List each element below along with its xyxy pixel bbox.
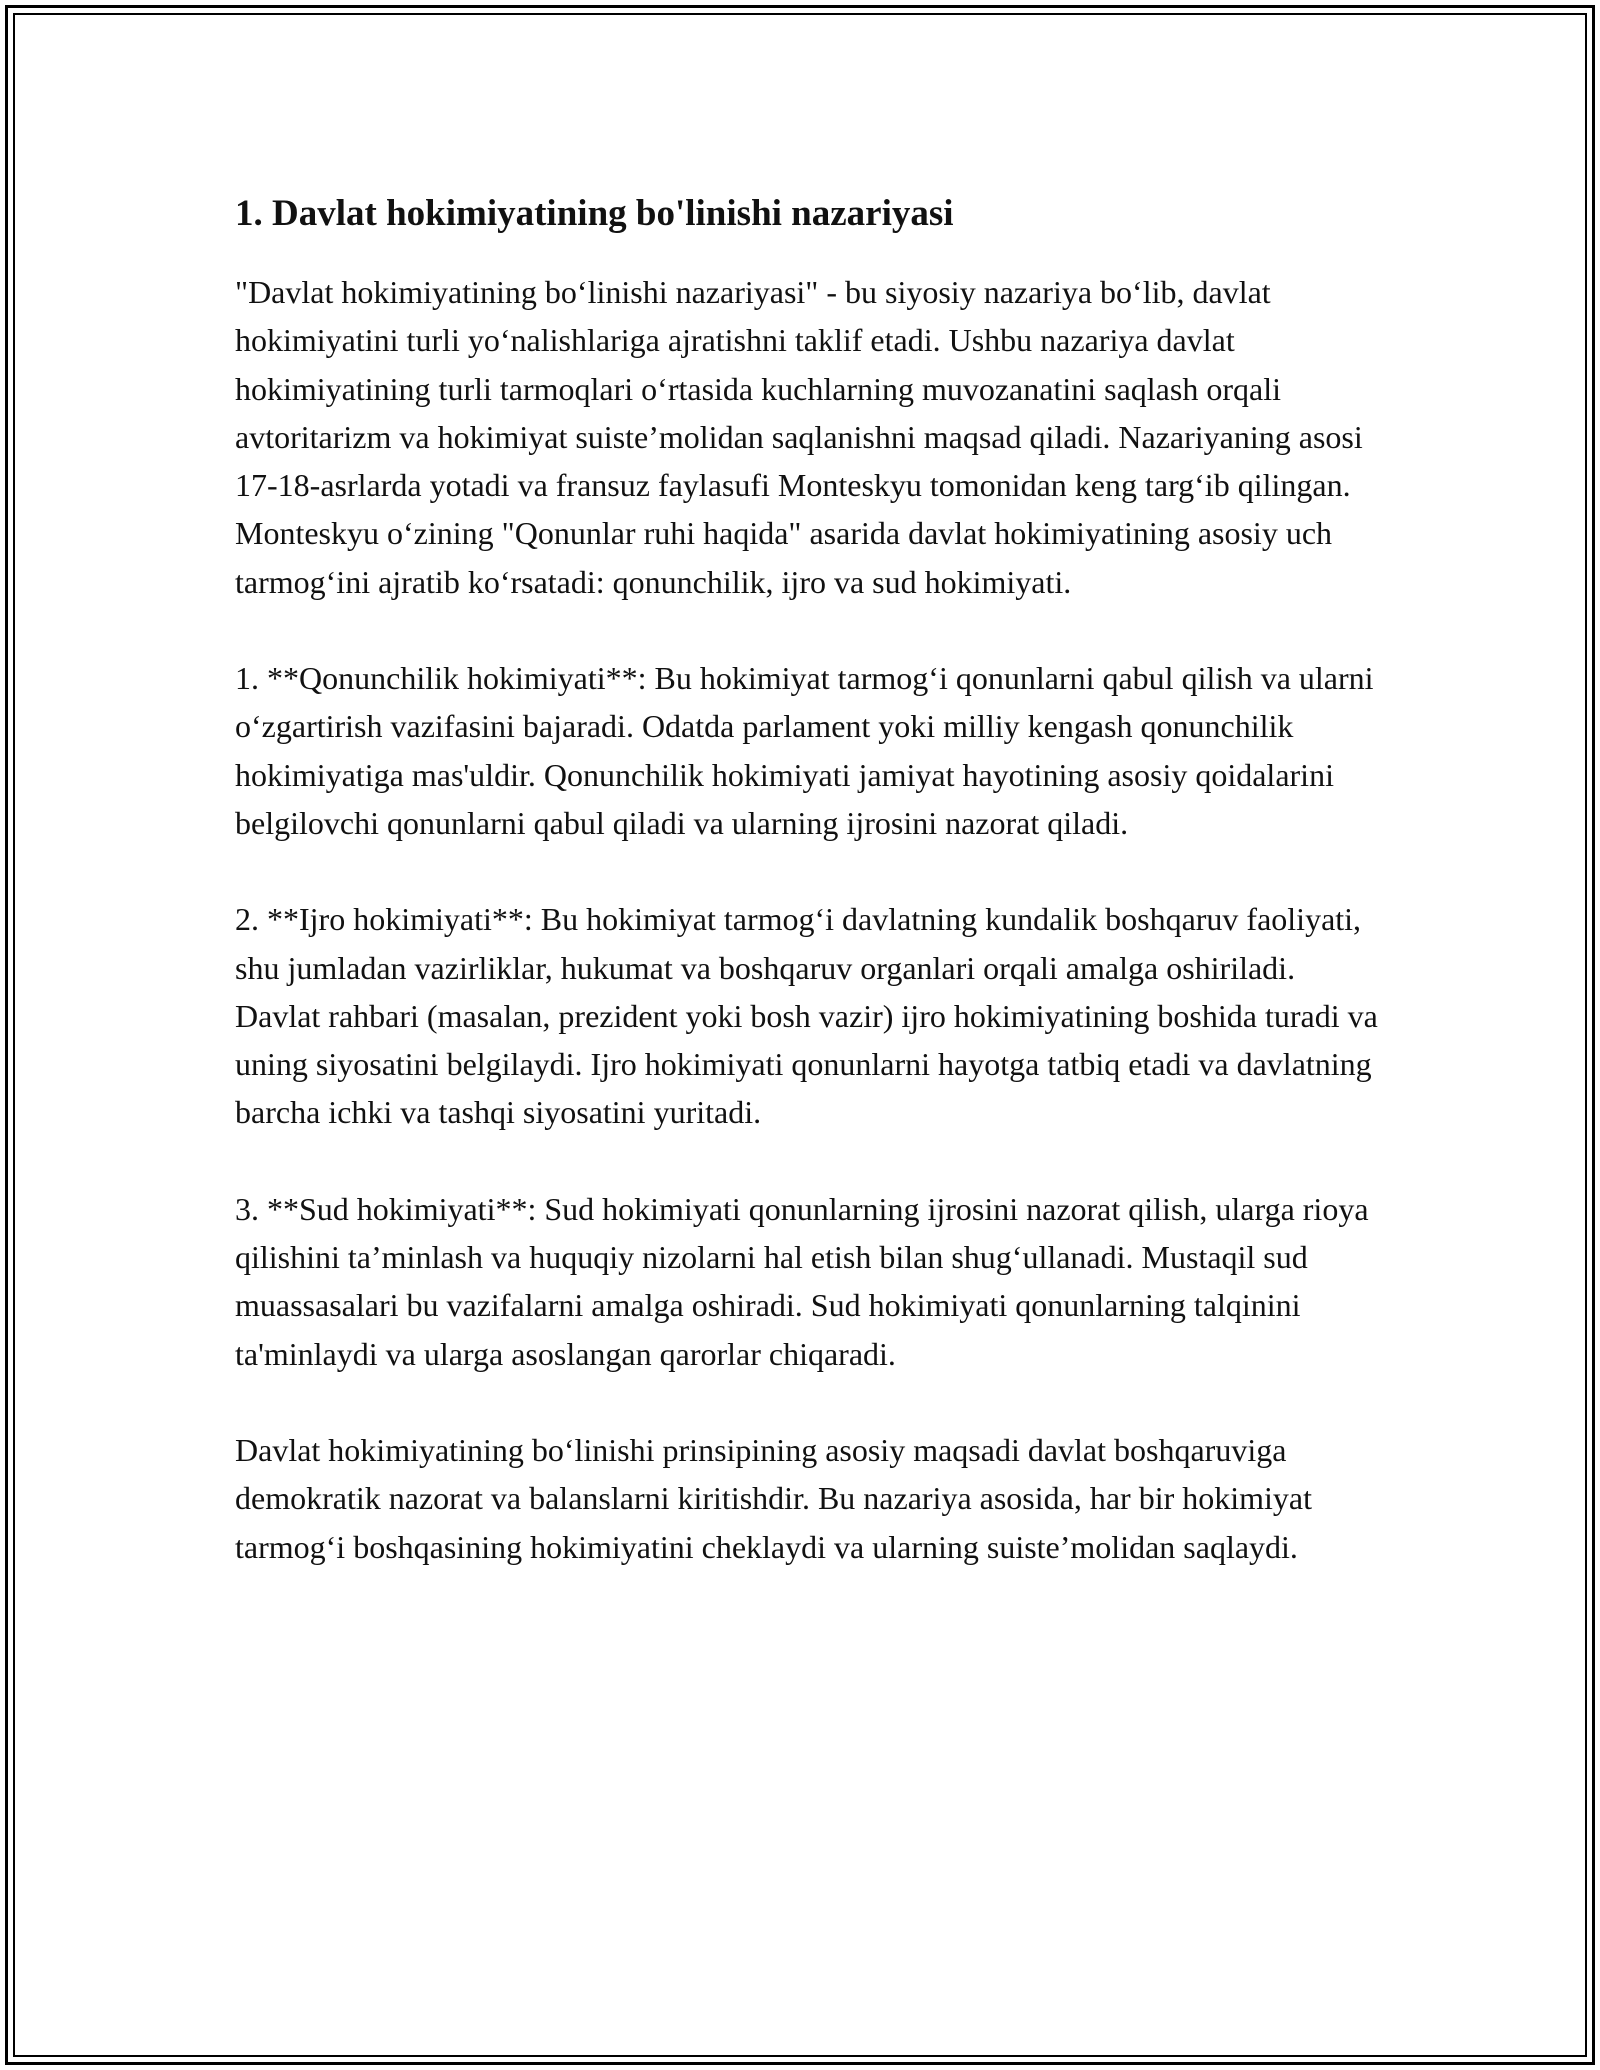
document-title: 1. Davlat hokimiyatining bo'linishi nazariyasi	[235, 193, 954, 234]
paragraph-conclusion: Davlat hokimiyatining bo‘linishi prinsipining asosiy maqsadi davlat boshqaruviga demokratik nazorat va balanslarni kiritishdir. Bu nazariya asosida, har bir hokimiyat tarmog‘i boshqasining hokimiyatini cheklaydi va ularning suiste’molidan saqlaydi.	[235, 1431, 1313, 1565]
paragraph-legislative: 1. **Qonunchilik hokimiyati**: Bu hokimiyat tarmog‘i qonunlarni qabul qilish va ularni o‘zgartirish vazifasini bajaradi. Odatda parlament yoki milliy kengash qonunchilik hokimiyatiga mas'uldir. Qonunchilik hokimiyati jamiyat hayotining asosiy qoidalarini belgilovchi qonunlarni qabul qiladi va ularning ijrosini nazorat qiladi.	[235, 660, 1374, 841]
paragraph-executive: 2. **Ijro hokimiyati**: Bu hokimiyat tarmog‘i davlatning kundalik boshqaruv faoliyati, shu jumladan vazirliklar, hukumat va boshqaruv organlari orqali amalga oshiriladi. Davlat rahbari (masalan, prezident yoki bosh vazir) ijro hokimiyatining boshida turadi va uning siyosatini belgilaydi. Ijro hokimiyati qonunlarni hayotga tatbiq etadi va davlatning barcha ichki va tashqi siyosatini yuritadi.	[235, 901, 1378, 1131]
paragraph-judicial: 3. **Sud hokimiyati**: Sud hokimiyati qonunlarning ijrosini nazorat qilish, ularga rioya qilishini ta’minlash va huquqiy nizolarni hal etish bilan shug‘ullanadi. Mustaqil sud muassasalari bu vazifalarni amalga oshiradi. Sud hokimiyati qonunlarning talqinini ta'minlaydi va ularga asoslangan qarorlar chiqaradi.	[235, 1190, 1369, 1372]
paragraph-intro: "Davlat hokimiyatining bo‘linishi nazariyasi" - bu siyosiy nazariya bo‘lib, davlat hokimiyatini turli yo‘nalishlariga ajratishni taklif etadi. Ushbu nazariya davlat hokimiyatining turli tarmoqlari o‘rtasida kuchlarning muvozanatini saqlash orqali avtoritarizm va hokimiyat suiste’molidan saqlanishni maqsad qiladi. Nazariyaning asosi 17-18-asrlarda yotadi va fransuz faylasufi Monteskyu tomonidan keng targ‘ib qilingan. Monteskyu o‘zining "Qonunlar ruhi haqida" asarida davlat hokimiyatining asosiy uch tarmog‘ini ajratib ko‘rsatadi: qonunchilik, ijro va sud hokimiyati.	[235, 274, 1363, 600]
document-body	[235, 190, 1385, 1619]
